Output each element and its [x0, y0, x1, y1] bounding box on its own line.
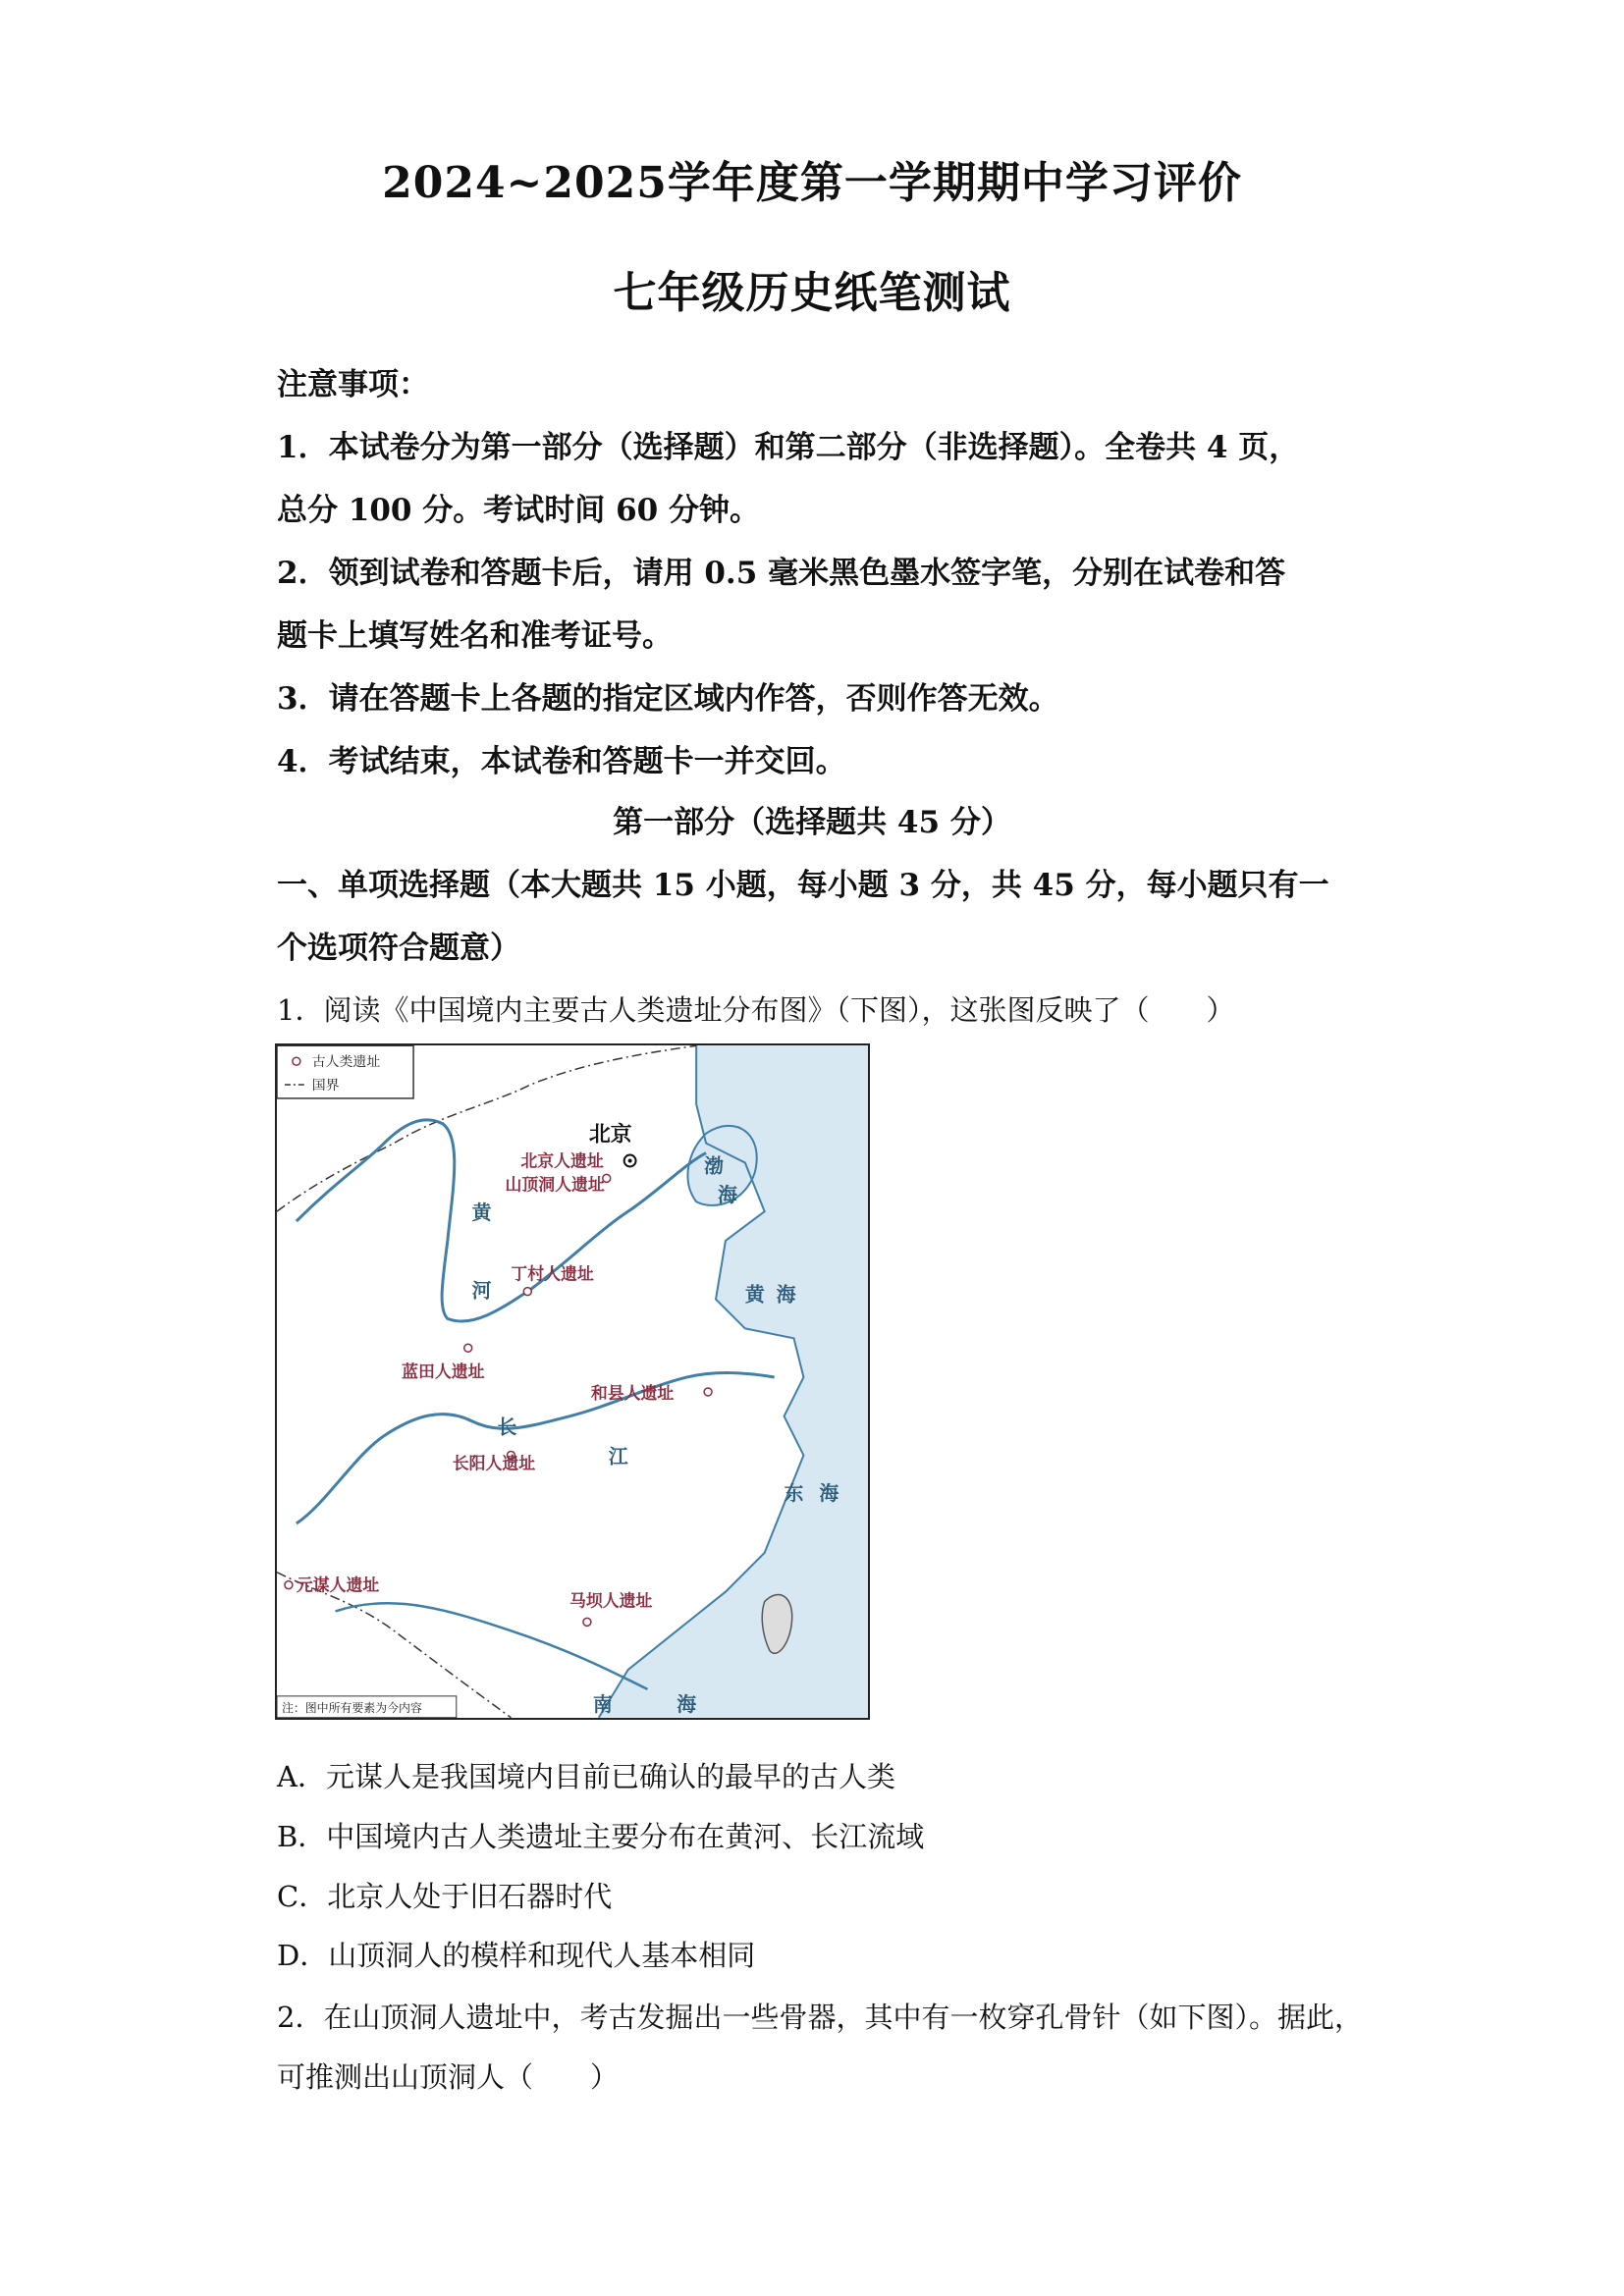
- site-label-hexian: 和县人遗址: [590, 1382, 675, 1403]
- notice-line: 1．本试卷分为第一部分（选择题）和第二部分（非选择题）。全卷共 4 页，: [277, 430, 1300, 465]
- yellow-river: [297, 1120, 706, 1321]
- water-label-yellow-sea-2: 海: [776, 1283, 796, 1307]
- legend-site-icon: [293, 1057, 300, 1065]
- notice-line: 2．领到试卷和答题卡后，请用 0.5 毫米黑色墨水签字笔，分别在试卷和答: [277, 556, 1286, 591]
- section-heading-cont: 个选项符合题意）: [277, 931, 520, 966]
- question-1-option-a: A．元谋人是我国境内目前已确认的最早的古人类: [277, 1760, 895, 1793]
- site-marker: [285, 1581, 293, 1589]
- beijing-label: 北京: [588, 1122, 632, 1148]
- site-label-dingcun: 丁村人遗址: [511, 1263, 594, 1284]
- beijing-marker-dot: [628, 1159, 632, 1163]
- exam-title: 2024~2025学年度第一学期期中学习评价: [382, 158, 1242, 208]
- legend-border-label: 国界: [311, 1077, 340, 1094]
- section-heading: 一、单项选择题（本大题共 15 小题，每小题 3 分，共 45 分，每小题只有一: [277, 868, 1329, 903]
- site-label-beijing-man: 北京人遗址: [520, 1150, 604, 1171]
- notice-heading: 注意事项：: [277, 367, 429, 402]
- site-label-upper-cave: 山顶洞人遗址: [505, 1174, 605, 1195]
- exam-subtitle: 七年级历史纸笔测试: [613, 268, 1011, 318]
- question-1-option-b: B．中国境内古人类遗址主要分布在黄河、长江流域: [277, 1820, 925, 1853]
- water-label-bohai-2: 海: [718, 1184, 737, 1207]
- site-label-maba: 马坝人遗址: [569, 1590, 653, 1611]
- notice-line: 3．请在答题卡上各题的指定区域内作答，否则作答无效。: [277, 681, 1059, 717]
- water-label-yangtze-1: 长: [497, 1415, 517, 1439]
- part1-heading: 第一部分（选择题共 45 分）: [613, 805, 1011, 840]
- site-marker: [464, 1344, 472, 1352]
- water-label-south-sea-1: 南: [592, 1692, 613, 1716]
- ancient-human-sites-map: [275, 1043, 870, 1720]
- water-label-east-sea-1: 东: [784, 1482, 804, 1506]
- water-label-yangtze-2: 江: [608, 1445, 628, 1468]
- map-graphic: [277, 1045, 868, 1718]
- site-label-changyang: 长阳人遗址: [452, 1453, 536, 1473]
- question-1-option-c: C．北京人处于旧石器时代: [277, 1880, 613, 1913]
- water-label-yellow-sea-1: 黄: [744, 1283, 765, 1307]
- site-marker: [704, 1388, 712, 1396]
- site-marker: [523, 1288, 531, 1296]
- question-2-stem: 2．在山顶洞人遗址中，考古发掘出一些骨器，其中有一枚穿孔骨针（如下图）。据此，: [277, 2001, 1363, 2034]
- map-note: 注：图中所有要素为今内容: [281, 1700, 422, 1715]
- water-label-south-sea-2: 海: [677, 1692, 697, 1716]
- notice-line: 4．考试结束，本试卷和答题卡一并交回。: [277, 744, 846, 779]
- yangtze-river: [297, 1373, 775, 1524]
- site-label-yuanmou: 元谋人遗址: [296, 1575, 380, 1595]
- question-2-stem-cont: 可推测出山顶洞人（ ）: [277, 2060, 620, 2094]
- water-label-bohai-1: 渤: [704, 1154, 724, 1178]
- legend-site-label: 古人类遗址: [311, 1054, 381, 1071]
- water-label-east-sea-2: 海: [819, 1482, 839, 1506]
- notice-line: 题卡上填写姓名和准考证号。: [277, 618, 673, 654]
- question-1-stem: 1．阅读《中国境内主要古人类遗址分布图》（下图），这张图反映了（ ）: [277, 993, 1235, 1027]
- notice-line: 总分 100 分。考试时间 60 分钟。: [277, 493, 761, 528]
- question-1-option-d: D．山顶洞人的模样和现代人基本相同: [277, 1939, 756, 1972]
- site-label-lantian: 蓝田人遗址: [402, 1362, 485, 1382]
- water-label-yellow-river-2: 河: [471, 1279, 492, 1303]
- pearl-river: [336, 1603, 648, 1689]
- site-marker: [583, 1618, 591, 1626]
- water-label-yellow-river-1: 黄: [471, 1201, 492, 1225]
